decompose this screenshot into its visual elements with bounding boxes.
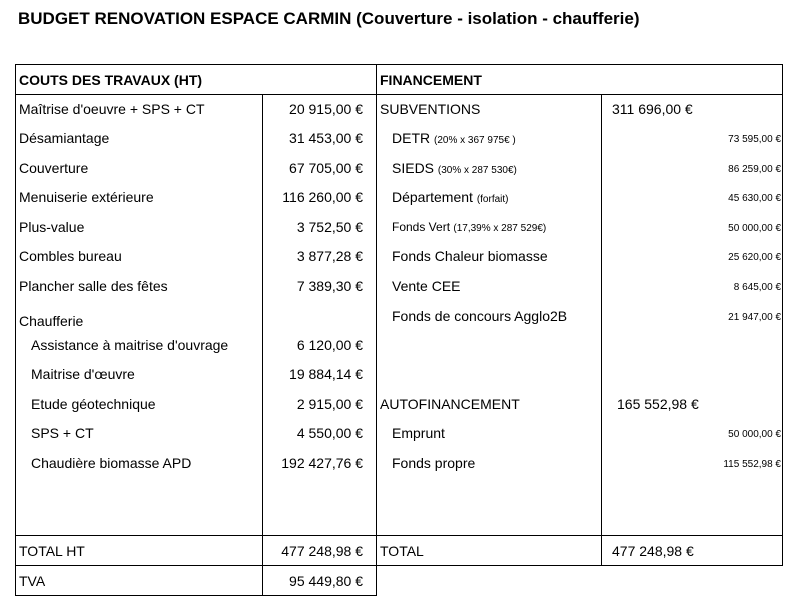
autofinancement-amount: 115 552,98 €	[723, 459, 781, 470]
cost-amount: 116 260,00 €	[282, 189, 363, 205]
table-border-top	[15, 64, 783, 65]
cost-amount: 3 752,50 €	[296, 219, 363, 235]
subvention-item: Fonds Vert (17,39% x 287 529€)	[392, 220, 547, 234]
cost-label: Combles bureau	[19, 248, 122, 264]
subventions-total: 311 696,00 €	[612, 101, 693, 117]
costs-header: COUTS DES TRAVAUX (HT)	[19, 72, 203, 88]
chaufferie-item-label: Etude géotechnique	[31, 396, 156, 412]
subvention-item: Fonds Chaleur biomasse	[392, 248, 548, 264]
section-divider	[376, 64, 377, 596]
autofinancement-item: Fonds propre	[392, 455, 476, 471]
chaufferie-label: Chaufferie	[19, 313, 84, 329]
cost-label: Plus-value	[19, 219, 85, 235]
chaufferie-item-label: SPS + CT	[31, 425, 94, 441]
subvention-amount: 86 259,00 €	[728, 164, 781, 175]
total-separator-top	[15, 535, 783, 536]
subvention-amount: 8 645,00 €	[733, 282, 781, 293]
subvention-amount: 21 947,00 €	[728, 312, 781, 323]
tva-border-bottom	[15, 595, 377, 596]
financing-header: FINANCEMENT	[380, 72, 482, 88]
cost-amount: 3 877,28 €	[296, 248, 363, 264]
cost-label: Désamiantage	[19, 130, 110, 146]
autofinancement-label: AUTOFINANCEMENT	[380, 396, 520, 412]
cost-amount: 20 915,00 €	[289, 101, 363, 117]
autofinancement-item: Emprunt	[392, 425, 445, 441]
chaufferie-item-label: Chaudière biomasse APD	[31, 455, 192, 471]
costs-total-label: TOTAL HT	[19, 543, 85, 559]
subvention-amount: 45 630,00 €	[728, 193, 781, 204]
header-separator	[15, 94, 783, 95]
subvention-item: Vente CEE	[392, 278, 461, 294]
total-separator-bottom	[15, 565, 783, 566]
chaufferie-item-amount: 6 120,00 €	[296, 337, 363, 353]
chaufferie-item-amount: 192 427,76 €	[281, 455, 363, 471]
border-left	[15, 64, 16, 596]
chaufferie-item-amount: 2 915,00 €	[296, 396, 363, 412]
financing-total-label: TOTAL	[380, 543, 424, 559]
cost-amount: 31 453,00 €	[289, 130, 363, 146]
subvention-item: Fonds de concours Agglo2B	[392, 308, 568, 324]
subvention-item: DETR (20% x 367 975€ )	[392, 130, 516, 146]
autofinancement-amount: 50 000,00 €	[728, 429, 781, 440]
cost-label: Couverture	[19, 160, 89, 176]
autofinancement-total: 165 552,98 €	[617, 396, 699, 412]
chaufferie-item-label: Assistance à maitrise d'ouvrage	[31, 337, 229, 353]
chaufferie-item-label: Maitrise d'œuvre	[31, 366, 135, 382]
tva-label: TVA	[19, 573, 46, 589]
subventions-label: SUBVENTIONS	[380, 101, 481, 117]
tva-amount: 95 449,80 €	[289, 573, 363, 589]
subvention-amount: 25 620,00 €	[728, 252, 781, 263]
cost-label: Menuiserie extérieure	[19, 189, 154, 205]
financing-total-amount: 477 248,98 €	[612, 543, 694, 559]
subvention-amount: 73 595,00 €	[728, 134, 781, 145]
subvention-item: SIEDS (30% x 287 530€)	[392, 160, 517, 176]
chaufferie-item-amount: 4 550,00 €	[296, 425, 363, 441]
border-right	[782, 64, 783, 566]
page-title: BUDGET RENOVATION ESPACE CARMIN (Couverture - isolation - chaufferie)	[18, 9, 640, 28]
cost-label: Plancher salle des fêtes	[19, 278, 168, 294]
cost-amount: 67 705,00 €	[289, 160, 363, 176]
subvention-amount: 50 000,00 €	[728, 223, 781, 234]
cost-amount: 7 389,30 €	[296, 278, 363, 294]
costs-total-amount: 477 248,98 €	[281, 543, 363, 559]
subvention-item: Département (forfait)	[392, 189, 509, 205]
cost-label: Maîtrise d'oeuvre + SPS + CT	[19, 101, 205, 117]
chaufferie-item-amount: 19 884,14 €	[289, 366, 363, 382]
